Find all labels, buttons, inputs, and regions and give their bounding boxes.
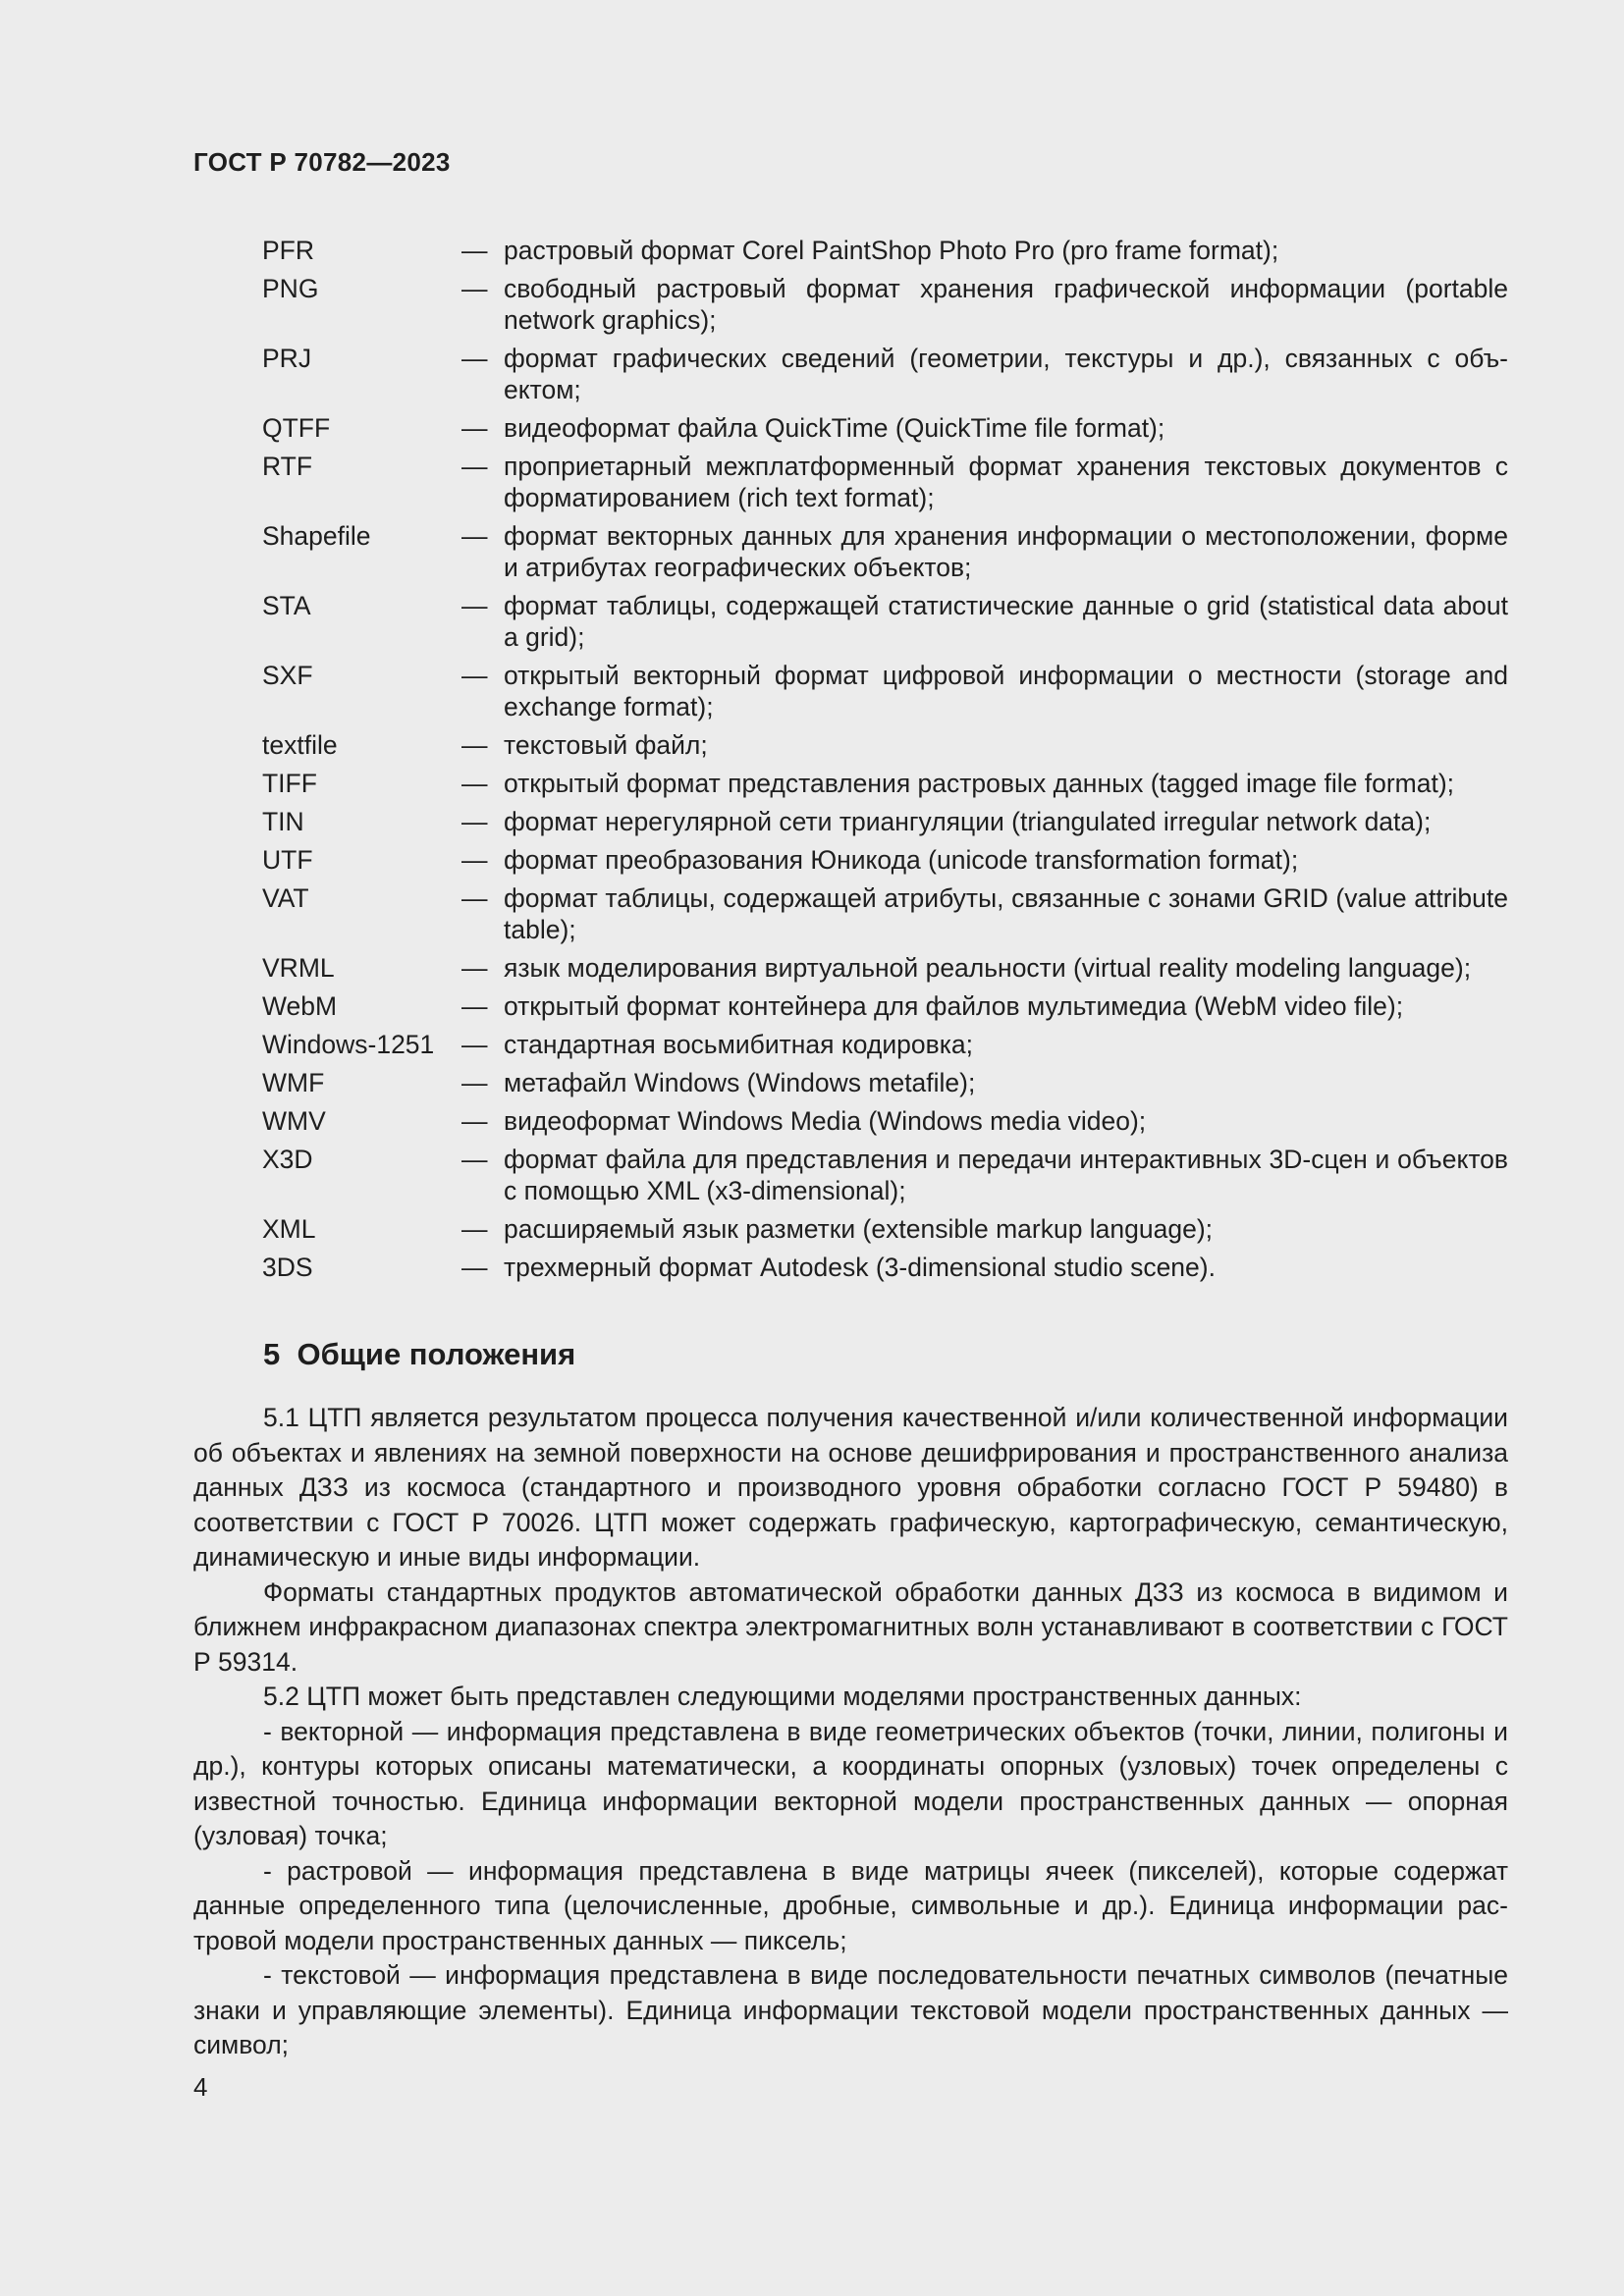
abbreviation-definition: свободный растровый формат хранения графической информации (portable network graphics);: [504, 274, 1508, 335]
abbreviation-row: [262, 590, 1508, 653]
body-paragraph: - векторной — информация представлена в виде геометрических объектов (точки, линии, полигоны и др.), контуры которых описаны математически, а координаты опорных (узловых) точек определены с известной точностью. Единица информации векторной модели пространственных данных — опорная (узловая) точка;: [193, 1716, 1508, 1850]
abbreviation-term: STA: [262, 591, 311, 620]
abbreviation-definition: формат файла для представления и передачи интерактивных 3D-сцен и объектов с помощью XML (x3-dimensional);: [504, 1145, 1508, 1205]
abbreviation-row: [262, 729, 1508, 761]
abbreviation-definition: открытый формат контейнера для файлов мультимедиа (WebM video file);: [504, 991, 1404, 1021]
abbreviation-definition: формат преобразования Юникода (unicode transformation format);: [504, 845, 1299, 875]
abbreviation-definition: видеоформат Windows Media (Windows media video);: [504, 1106, 1147, 1136]
abbreviation-definition: расширяемый язык разметки (extensible markup language);: [504, 1214, 1214, 1244]
abbreviation-dash: —: [461, 807, 488, 836]
abbreviation-dash: —: [461, 991, 488, 1021]
abbreviation-dash: —: [461, 1068, 488, 1097]
abbreviation-definition: текстовый файл;: [504, 730, 708, 760]
abbreviation-dash: —: [461, 1030, 488, 1059]
abbreviation-definition: проприетарный межплатформенный формат хранения текстовых документов с форматированием (rich text format);: [504, 452, 1508, 512]
abbreviation-dash: —: [461, 591, 488, 620]
abbreviation-row: [262, 1144, 1508, 1206]
abbreviation-definition: видеоформат файла QuickTime (QuickTime file format);: [504, 413, 1165, 443]
abbreviation-row: [262, 990, 1508, 1022]
abbreviation-dash: —: [461, 521, 488, 551]
abbreviation-dash: —: [461, 274, 488, 303]
body-paragraph: Форматы стандартных продуктов автоматической обработки данных ДЗЗ из космоса в видимом и ближнем инфракрасном диапазонах спектра электромагнитных волн устанавливают в соответствии с ГОСТ Р 59314.: [193, 1576, 1508, 1677]
abbreviation-row: [262, 343, 1508, 405]
abbreviation-dash: —: [461, 845, 488, 875]
abbreviation-row: [262, 1213, 1508, 1245]
abbreviation-dash: —: [461, 236, 488, 265]
abbreviation-definition: открытый векторный формат цифровой информации о местности (storage and exchange format);: [504, 661, 1508, 721]
abbreviation-term: QTFF: [262, 413, 331, 443]
abbreviation-definition: формат векторных данных для хранения информации о местоположении, форме и атрибутах географических объектов;: [504, 521, 1508, 582]
body-paragraph: 5.1 ЦТП является результатом процесса получения качественной и/или количественной информации об объектах и явлениях на земной поверхности на основе дешифрирования и пространственного анализа данных ДЗЗ из космоса (стандартного и производного уровня обработки согласно ГОСТ Р 59480) в соответствии с ГОСТ Р 70026. ЦТП может содержать графическую, картографическую, семантическую, динамическую и иные виды информации.: [193, 1403, 1508, 1572]
body-paragraph: - текстовой — информация представлена в виде последовательности печатных символов (печатные знаки и управляющие элементы). Единица информации текстовой модели пространственных данных — символ;: [193, 1960, 1508, 2059]
abbreviation-term: WebM: [262, 991, 338, 1021]
abbreviation-definition: язык моделирования виртуальной реальности (virtual reality modeling language);: [504, 953, 1472, 983]
abbreviation-definition: формат таблицы, содержащей атрибуты, связанные с зонами GRID (value attribute table);: [504, 883, 1508, 944]
abbreviation-dash: —: [461, 1214, 488, 1244]
abbreviation-row: [262, 806, 1508, 837]
abbreviation-term: PNG: [262, 274, 319, 303]
abbreviation-dash: —: [461, 883, 488, 913]
abbreviation-row: [262, 520, 1508, 583]
abbreviation-row: [262, 1252, 1508, 1283]
abbreviation-term: VRML: [262, 953, 335, 983]
abbreviation-definition: формат таблицы, содержащей статистические данные о grid (statistical data about a grid);: [504, 591, 1508, 652]
abbreviation-term: Shapefile: [262, 521, 371, 551]
abbreviation-row: [262, 273, 1508, 336]
section-body: [193, 1401, 1508, 2063]
abbreviation-dash: —: [461, 953, 488, 983]
abbreviation-definition: формат нерегулярной сети триангуляции (triangulated irregular network data);: [504, 807, 1432, 836]
abbreviation-term: PRJ: [262, 344, 312, 373]
abbreviation-row: [262, 952, 1508, 984]
abbreviation-definition: трехмерный формат Autodesk (3-dimensional studio scene).: [504, 1253, 1216, 1282]
abbreviation-row: [262, 882, 1508, 945]
abbreviation-list: [262, 235, 1508, 1290]
abbreviation-term: Windows-1251: [262, 1030, 435, 1059]
abbreviation-row: [262, 844, 1508, 876]
body-paragraph: - растровой — информация представлена в виде матрицы ячеек (пикселей), которые содержат данные определенного типа (целочисленные, дробные, символьные и др.). Единица информации растровой модели пространственных данных — пиксель;: [193, 1855, 1508, 1955]
abbreviation-dash: —: [461, 769, 488, 798]
abbreviation-term: TIFF: [262, 769, 317, 798]
section-heading: [263, 1337, 575, 1372]
abbreviation-term: PFR: [262, 236, 314, 265]
abbreviation-term: UTF: [262, 845, 313, 875]
abbreviation-definition: растровый формат Corel PaintShop Photo Pro (pro frame format);: [504, 236, 1279, 265]
abbreviation-definition: стандартная восьмибитная кодировка;: [504, 1030, 973, 1059]
abbreviation-dash: —: [461, 1106, 488, 1136]
abbreviation-term: WMV: [262, 1106, 326, 1136]
abbreviation-dash: —: [461, 413, 488, 443]
abbreviation-term: X3D: [262, 1145, 313, 1174]
abbreviation-dash: —: [461, 661, 488, 690]
abbreviation-row: [262, 1067, 1508, 1098]
abbreviation-term: textfile: [262, 730, 338, 760]
page-number: 4: [193, 2072, 208, 2102]
abbreviation-dash: —: [461, 452, 488, 481]
abbreviation-term: VAT: [262, 883, 309, 913]
abbreviation-term: WMF: [262, 1068, 325, 1097]
abbreviation-dash: —: [461, 1145, 488, 1174]
abbreviation-term: 3DS: [262, 1253, 313, 1282]
abbreviation-definition: открытый формат представления растровых данных (tagged image file format);: [504, 769, 1455, 798]
abbreviation-term: XML: [262, 1214, 316, 1244]
abbreviation-definition: метафайл Windows (Windows metafile);: [504, 1068, 976, 1097]
abbreviation-dash: —: [461, 344, 488, 373]
abbreviation-row: [262, 451, 1508, 513]
abbreviation-dash: —: [461, 730, 488, 760]
abbreviation-term: RTF: [262, 452, 313, 481]
abbreviation-term: TIN: [262, 807, 304, 836]
abbreviation-row: [262, 1029, 1508, 1060]
abbreviation-definition: формат графических сведений (геометрии, текстуры и др.), связанных с объектом;: [504, 344, 1508, 404]
section-title: Общие положения: [297, 1337, 576, 1371]
abbreviation-row: [262, 235, 1508, 266]
abbreviation-dash: —: [461, 1253, 488, 1282]
section-number: 5: [263, 1337, 281, 1371]
document-header: ГОСТ Р 70782—2023: [193, 147, 451, 177]
abbreviation-term: SXF: [262, 661, 313, 690]
abbreviation-row: [262, 660, 1508, 722]
abbreviation-row: [262, 1105, 1508, 1137]
abbreviation-row: [262, 768, 1508, 799]
body-paragraph: 5.2 ЦТП может быть представлен следующими моделями пространственных данных:: [263, 1682, 1302, 1711]
abbreviation-row: [262, 412, 1508, 444]
